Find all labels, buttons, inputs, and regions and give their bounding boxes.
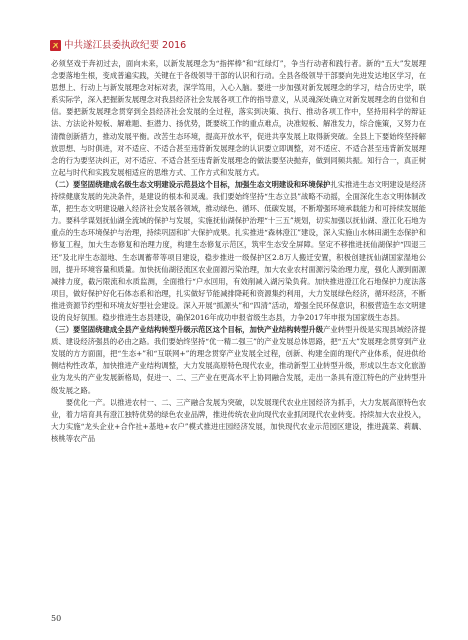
article-body — [51, 58, 426, 445]
paragraph-text: 产业转型升级是实现县域经济提质、建设经济强县的必由之路。我们要始终坚持“优一精二强三”的产业发展总体思路，把“五大”发展理念贯穿到产业发展的方方面面，把“生态+”和“互联网+”的理念贯穿产业发展全过程，创新、构建全面的现代产业体系，促进供给侧结构性改革，加快推进产业结构调整，大力发展高原特色现代农业，推动新型工业转型升级，形成以生态文化旅游业为龙头的产业发展新格局，促进一、二、三产业在更高水平上协同融合发展，走出一条具有澄江特色的产业转型升级发展之路。 — [51, 325, 426, 395]
paragraph: 必须坚戏于奔初过去，面向未来，以新发展理念为“指挥棒”和“红绿灯”，争当行动者和践行者。新的“五大”发展理念要落地生根，变成普遍实践，关键在于各级领导干部的认识和行动。全县各级领导干部要向先进发达地区学习，在思想上、行动上与新发展理念对标对表，深学笃用，入心入脑。要进一步加强对新发展理念的学习，结合历史学，联系实际学，深入把握新发展理念对我县经济社会发展各项工作的指导意义，从灵魂深处确立对新发展理念的自觉和自信。要把新发展理念贯穿到全县经济社会发展的全过程，落实到决策、执行、推动各项工作中，坚持用科学的辩证法、方法论补短板、解难题、拒潜力、扬优势，既要统工作的重点难点，决准短板、解准发力，综合施策，又努力在清微创新措力，推动发展平衡。改苦生态环境，提高开放水平，促进共享发展上取得新突破。全县上下要始终坚持解放思想、与时俱进，对不适应、不适合甚至违背新发展理念的认识要立即调整，对不适应、不适合甚至违背新发展理念的行为要坚决纠正，对不适应、不适合甚至违背新发展理念的做法要坚决抛弃，做到同频共振。知行合一，真正树立起与时代和实践发展相适应的思维方式、工作方式和发展方式。 — [51, 59, 426, 177]
paragraph: 要优化一产。以推进农村一、二、三产融合发展为突破，以发展现代农业庄园经济为抓手，大力发展高原特色农业，着力培育具有澄江独特优势的绿色农业品牌，推进传统农业向现代农业抓闭现代农业转变。持续加大农业投入，大力实施“龙头企业+合作社+基地+农户”模式推进庄园经济发展，加快现代农业示范园区建设，推进蔬菜、莉藕、核桃等农产品 — [51, 397, 426, 443]
section-paragraph — [51, 179, 426, 324]
section-paragraph — [51, 324, 426, 397]
running-header — [50, 39, 430, 53]
paragraph-text: 扎实推进生态文明建设是经济持续健康发展的先决条件，是建设的根本和灵魂。我们要始终坚持“生态立县”战略不动摇，全面深化生态文明体制改革，把生态文明建设融入经济社会发展各领域，推动绿色、循环、低碳发展，不断增强环境承载能力和可持续发展能力。要科学谋划抚仙湖全流域的保护与发展，实施抚仙湖保护治理“十三五”规划，切实加强以抚仙湖、澄江化石地为重点的生态环境保护与治理，持续巩固和扩大保护成果。扎实推进“森林澄江”建设，深入实施山水林田湖生态保护和修复工程，加大生态修复和治理力度，构建生态修复示范区，筑牢生态安全屏障。坚定不移推进抚仙湖保护“四退三还”及北岸生态湿地、生态调蓄带等项目建设，稳步推进一级保护区2.8万人搬迁安置，积极创建抚仙湖国家湿地公园，提升环境容量和质量。加快抚仙湖径流区农业面源污染治理，加大农业农村面源污染治理力度，强化人源到面源减排力度，截污限流和水质监测，全面推行“户水回用，有效削减入湖污染负荷。加快推进澄江化石地保护力度法落项目，做好保护好化石体态系和治理，扎实做好节能减排降耗和资源集约利用，大力发展绿色经济，循环经济，不断推进资源节约型和环境友好型社会建设。深入开展“抓源头”和“四清”活动，增强全民环保意识，积极营造生态文明建设的良好氛围。稳步推进生态县建设，确保2016年成功申报省级生态县，力争2017年申报为国家级生态县。 — [51, 179, 426, 322]
section-heading: （二）要坚固绕建成名级生态文明建设示范县这个目标，加强生态文明建设和环境保护 — [51, 179, 331, 189]
section-heading: （三）要坚固绕建成全县产业结构转型升级示范区这个目标，加快产业结构转型升级 — [51, 325, 324, 335]
party-emblem-icon — [50, 40, 61, 51]
running-title: 中共遂江县委执政纪要 2016 — [64, 40, 187, 51]
page-number: 50 — [51, 614, 62, 623]
